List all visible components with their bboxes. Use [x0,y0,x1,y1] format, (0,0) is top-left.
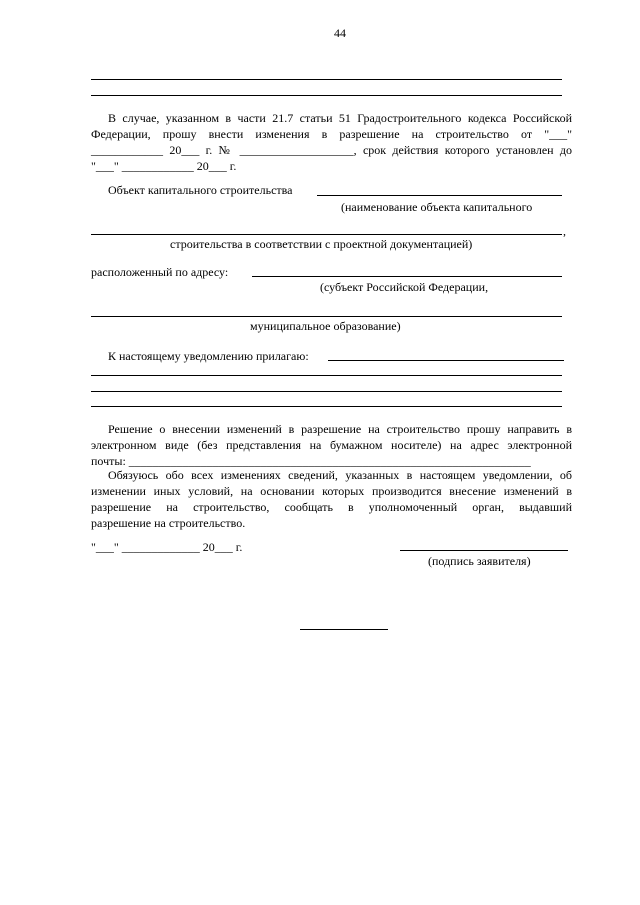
attachments-label: К настоящему уведомлению прилагаю: [108,349,309,363]
obligation-line-3: разрешение на строительство, сообщать в уполномоченный орган, выдавший [91,500,572,514]
object-hint-1: (наименование объекта капитального [341,200,533,214]
signature-line [400,550,568,551]
decision-paragraph [91,421,572,469]
change-request-paragraph [91,110,572,174]
blank-line-top-2 [91,95,562,96]
attachments-line-1 [328,360,564,361]
obligation-line-1: Обязуюсь обо всех изменениях сведений, указанных в настоящем уведомлении, об [108,468,572,482]
page-number: 44 [334,26,346,40]
change-request-line-4: "___" ____________ 20___ г. [91,159,237,173]
object-name-line [317,195,562,196]
change-request-line-2: Федерации, прошу внести изменения в разрешение на строительство от "___" [91,127,572,141]
signature-date: "___" _____________ 20___ г. [91,540,243,554]
closing-separator [300,629,388,630]
attachments-line-3 [91,391,562,392]
obligation-paragraph [91,467,572,531]
obligation-line-2: изменении иных условий, на основании которых производится внесение изменений в [91,484,572,498]
decision-line-3: почты: ___________________________________________________________________ [91,454,531,468]
decision-line-2: электронном виде (без представления на бумажном носителе) на адрес электронной [91,438,572,452]
address-hint-1: (субъект Российской Федерации, [320,280,489,294]
obligation-line-4: разрешение на строительство. [91,516,246,530]
change-request-line-1: В случае, указанном в части 21.7 статьи 51 Градостроительного кодекса Российской [108,111,572,125]
attachments-line-2 [91,375,562,376]
decision-line-1: Решение о внесении изменений в разрешение на строительство прошу направить в [108,422,572,436]
attachments-line-4 [91,406,562,407]
object-comma: , [563,224,566,238]
address-hint-2: муниципальное образование) [250,319,401,333]
address-line-1 [252,276,562,277]
object-name-line-2 [91,234,562,235]
change-request-line-3: ____________ 20___ г. № ___________________, срок действия которого установлен до [91,143,572,157]
object-label: Объект капитального строительства [108,183,293,197]
signature-hint: (подпись заявителя) [428,554,531,568]
address-label: расположенный по адресу: [91,265,229,279]
address-line-2 [91,316,562,317]
object-hint-2: строительства в соответствии с проектной документацией) [170,237,473,251]
blank-line-top-1 [91,79,562,80]
